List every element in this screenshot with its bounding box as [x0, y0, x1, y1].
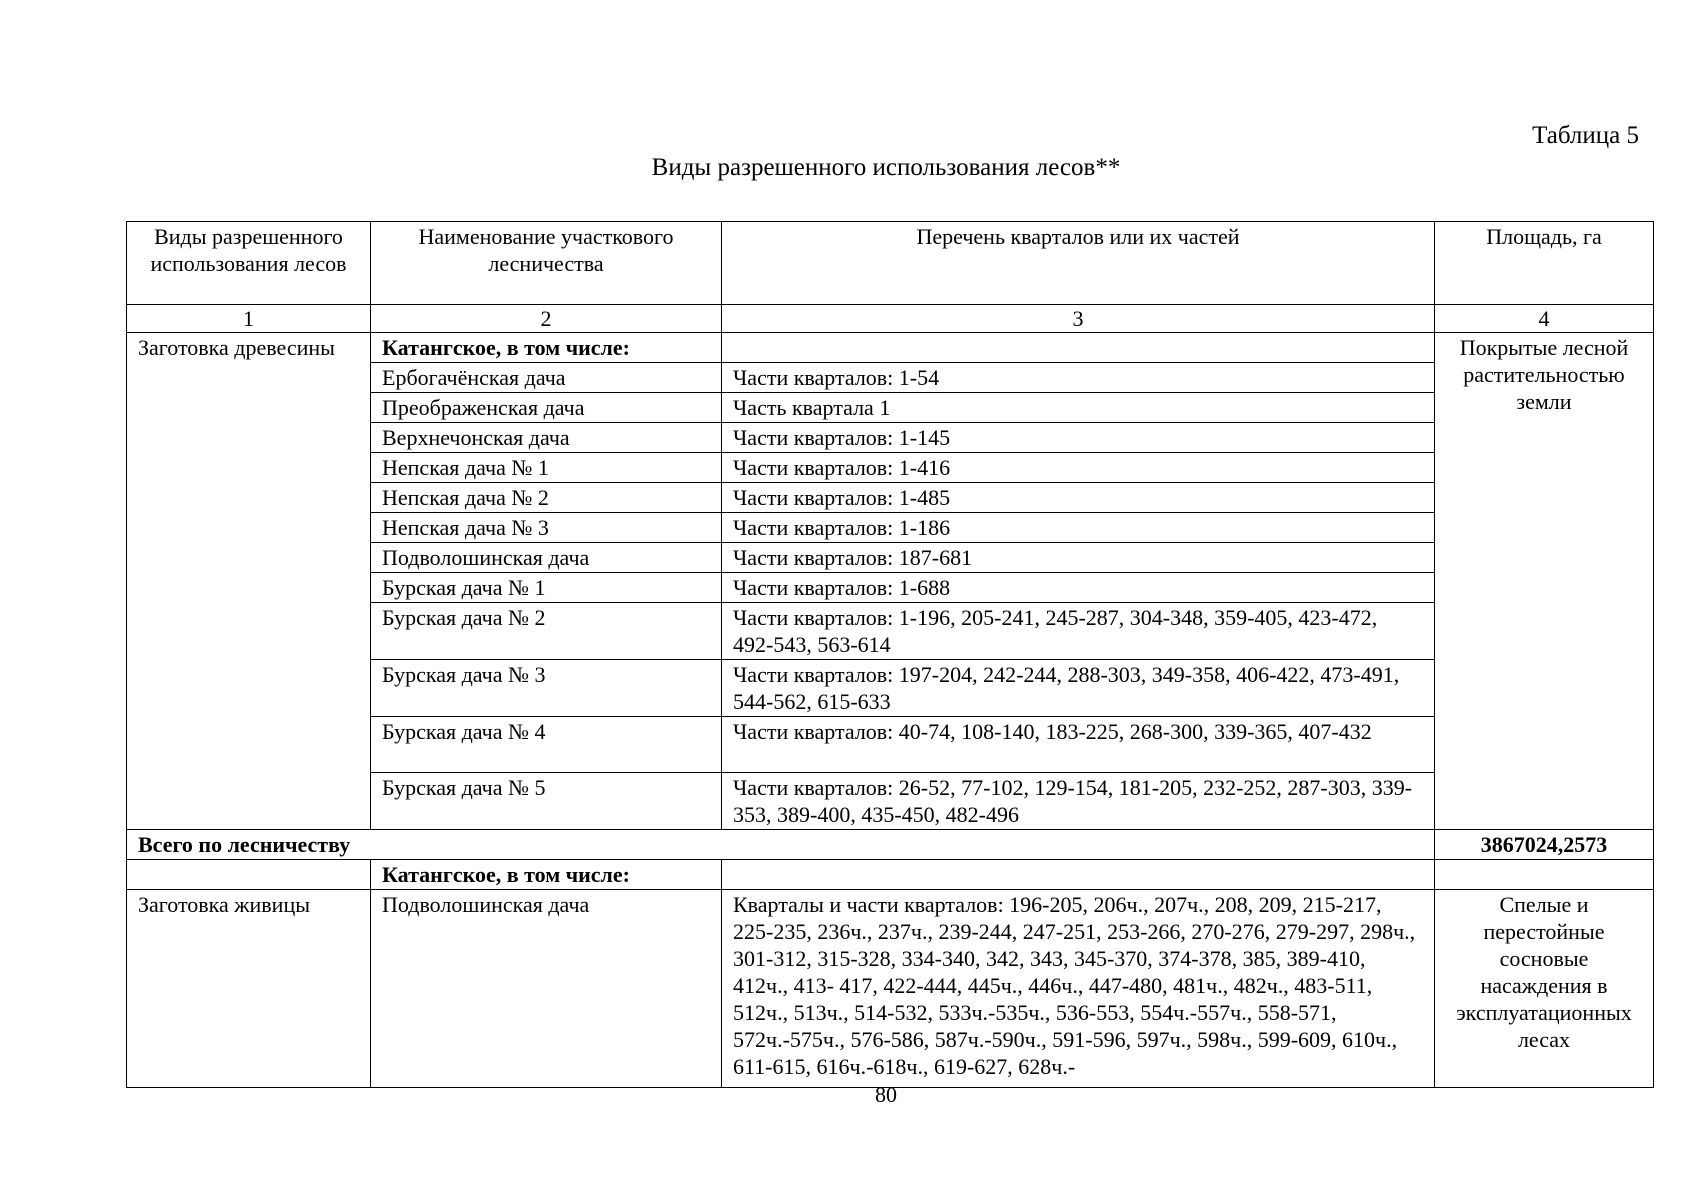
header-area: Площадь, га	[1435, 222, 1654, 305]
dacha-name-cell: Непская дача № 1	[371, 453, 722, 483]
quarters-cell: Части кварталов: 1-485	[722, 483, 1435, 513]
dacha-name-cell: Бурская дача № 3	[371, 660, 722, 717]
quarters-cell	[722, 860, 1435, 890]
total-value: 3867024,2573	[1435, 830, 1654, 860]
header-use-type: Виды разрешенного использования лесов	[127, 222, 371, 305]
quarters-cell: Часть квартала 1	[722, 393, 1435, 423]
quarters-cell: Части кварталов: 1-145	[722, 423, 1435, 453]
dacha-name-cell: Бурская дача № 5	[371, 773, 722, 830]
quarters-cell: Части кварталов: 1-416	[722, 453, 1435, 483]
quarters-cell: Части кварталов: 1-54	[722, 363, 1435, 393]
column-number: 1	[127, 305, 371, 333]
quarters-cell: Кварталы и части кварталов: 196-205, 206ч., 207ч., 208, 209, 215-217, 225-235, 236ч., 237ч., 239-244, 247-251, 253-266, 270-276, 279-297, 298ч., 301-312, 315-328, 334-340, 342, 343, 345-370, 374-378, 385, 389-410, 412ч., 413- 417, 422-444, 445ч., 446ч., 447-480, 481ч., 482ч., 483-511, 512ч., 513ч., 514-532, 533ч.-535ч., 536-553, 554ч.-557ч., 558-571, 572ч.-575ч., 576-586, 587ч.-590ч., 591-596, 597ч., 598ч., 599-609, 610ч., 611-615, 616ч.-618ч., 619-627, 628ч.-	[722, 890, 1435, 1088]
use-type-cell: Заготовка живицы	[127, 890, 371, 1088]
column-numbers-row	[127, 305, 1654, 333]
column-number: 4	[1435, 305, 1654, 333]
dacha-name-cell: Непская дача № 2	[371, 483, 722, 513]
document-title: Виды разрешенного использования лесов**	[651, 154, 1121, 181]
table-label: Таблица 5	[1532, 122, 1639, 149]
page-number: 80	[875, 1082, 897, 1107]
dacha-name-cell: Бурская дача № 1	[371, 573, 722, 603]
header-quarters: Перечень кварталов или их частей	[722, 222, 1435, 305]
area-cell: Покрытые лесной растительностью земли	[1435, 333, 1654, 830]
forestry-cell: Катангское, в том числе:	[371, 333, 722, 363]
quarters-cell: Части кварталов: 1-688	[722, 573, 1435, 603]
dacha-name-cell: Бурская дача № 4	[371, 717, 722, 773]
quarters-cell	[722, 333, 1435, 363]
table-row	[127, 890, 1654, 1088]
dacha-name-cell: Подволошинская дача	[371, 890, 722, 1088]
use-type-cell	[127, 860, 371, 890]
dacha-name-cell: Подволошинская дача	[371, 543, 722, 573]
column-number: 2	[371, 305, 722, 333]
quarters-cell: Части кварталов: 26-52, 77-102, 129-154, 181-205, 232-252, 287-303, 339-353, 389-400, 435-450, 482-496	[722, 773, 1435, 830]
forestry-cell: Катангское, в том числе:	[371, 860, 722, 890]
dacha-name-cell: Ербогачёнская дача	[371, 363, 722, 393]
dacha-name-cell: Бурская дача № 2	[371, 603, 722, 660]
quarters-cell: Части кварталов: 187-681	[722, 543, 1435, 573]
quarters-cell: Части кварталов: 40-74, 108-140, 183-225, 268-300, 339-365, 407-432	[722, 717, 1435, 773]
table-header-row	[127, 222, 1654, 305]
dacha-name-cell: Преображенская дача	[371, 393, 722, 423]
dacha-name-cell: Верхнечонская дача	[371, 423, 722, 453]
area-cell	[1435, 860, 1654, 890]
total-label: Всего по лесничеству	[127, 830, 1435, 860]
forest-use-table	[126, 221, 1654, 1088]
area-cell: Спелые и перестойные сосновые насаждения в эксплуатационных лесах	[1435, 890, 1654, 1088]
table-row	[127, 860, 1654, 890]
column-number: 3	[722, 305, 1435, 333]
quarters-cell: Части кварталов: 197-204, 242-244, 288-303, 349-358, 406-422, 473-491, 544-562, 615-633	[722, 660, 1435, 717]
quarters-cell: Части кварталов: 1-196, 205-241, 245-287, 304-348, 359-405, 423-472, 492-543, 563-614	[722, 603, 1435, 660]
quarters-cell: Части кварталов: 1-186	[722, 513, 1435, 543]
use-type-cell: Заготовка древесины	[127, 333, 371, 830]
table-row	[127, 333, 1654, 363]
header-forestry: Наименование участкового лесничества	[371, 222, 722, 305]
total-row	[127, 830, 1654, 860]
dacha-name-cell: Непская дача № 3	[371, 513, 722, 543]
